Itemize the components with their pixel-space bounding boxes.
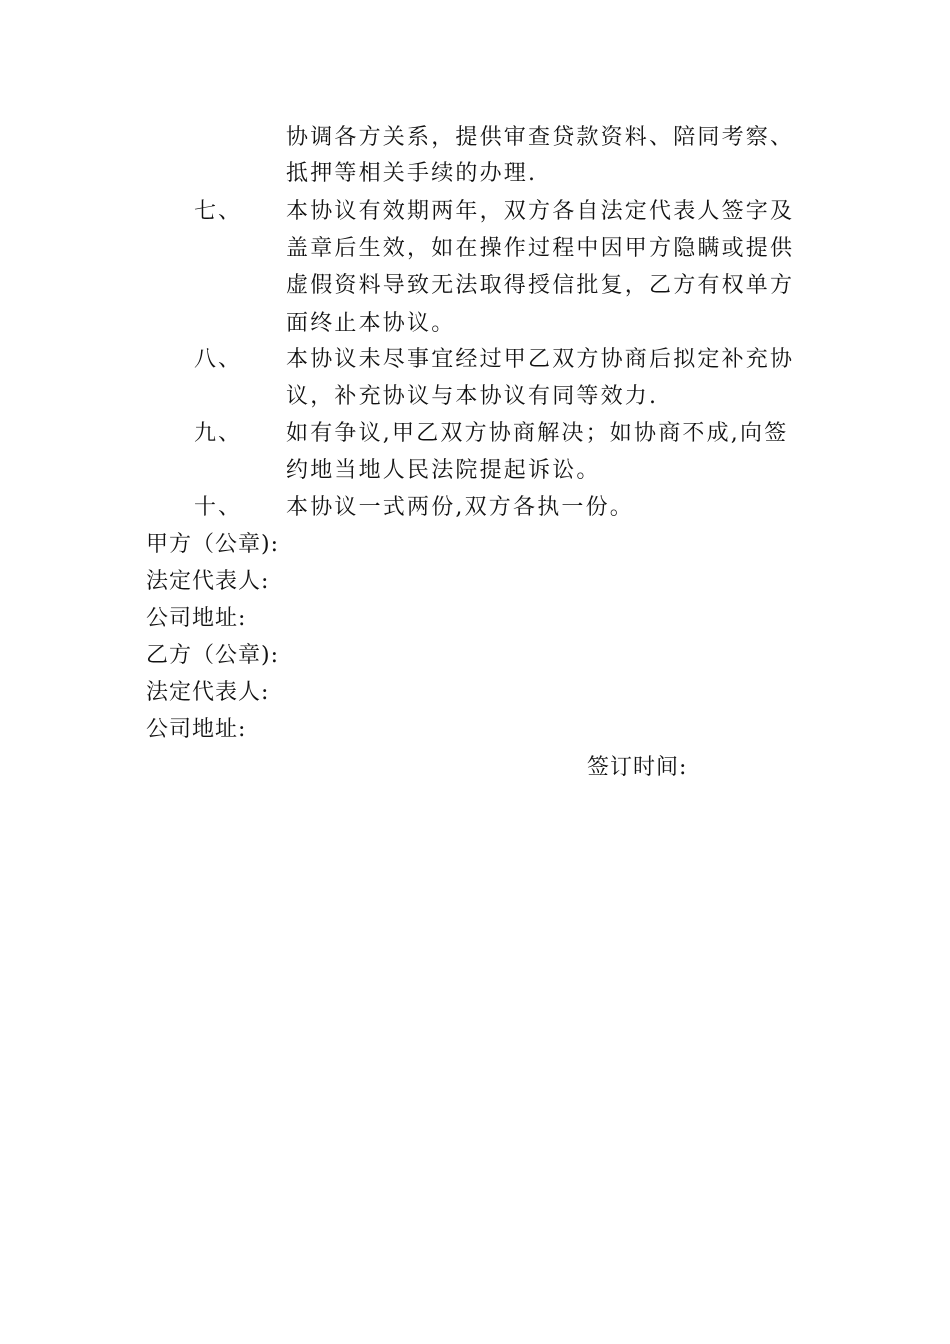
clause7-line-4: 面终止本协议。 bbox=[286, 311, 456, 336]
clause7-line-1: 本协议有效期两年，双方各自法定代表人签字及 bbox=[286, 199, 795, 224]
clause6-line-1: 协调各方关系，提供审查贷款资料、陪同考察、 bbox=[286, 125, 795, 150]
signing-time-label: 签订时间: bbox=[587, 755, 688, 780]
clause8-line-2: 议，补充协议与本协议有同等效力. bbox=[286, 384, 659, 409]
clause9-number: 九、 bbox=[194, 421, 243, 446]
party-a-address-label: 公司地址: bbox=[146, 606, 247, 631]
party-a-seal-label: 甲方（公章): bbox=[146, 532, 279, 557]
clause8-number: 八、 bbox=[194, 347, 243, 372]
party-a-rep-label: 法定代表人: bbox=[146, 569, 270, 594]
clause7-number: 七、 bbox=[194, 199, 243, 224]
party-b-seal-label: 乙方（公章): bbox=[146, 643, 279, 668]
clause10-line-1: 本协议一式两份,双方各执一份。 bbox=[286, 495, 634, 520]
party-b-address-label: 公司地址: bbox=[146, 717, 247, 742]
clause10-number: 十、 bbox=[194, 495, 243, 520]
clause7-line-2: 盖章后生效，如在操作过程中因甲方隐瞒或提供 bbox=[286, 236, 795, 261]
clause8-line-1: 本协议未尽事宜经过甲乙双方协商后拟定补充协 bbox=[286, 347, 795, 372]
clause9-line-2: 约地当地人民法院提起诉讼。 bbox=[286, 458, 601, 483]
party-b-rep-label: 法定代表人: bbox=[146, 680, 270, 705]
clause7-line-3: 虚假资料导致无法取得授信批复，乙方有权单方 bbox=[286, 273, 795, 298]
clause9-line-1: 如有争议,甲乙双方协商解决；如协商不成,向签 bbox=[286, 421, 789, 446]
clause6-line-2: 抵押等相关手续的办理. bbox=[286, 161, 538, 186]
